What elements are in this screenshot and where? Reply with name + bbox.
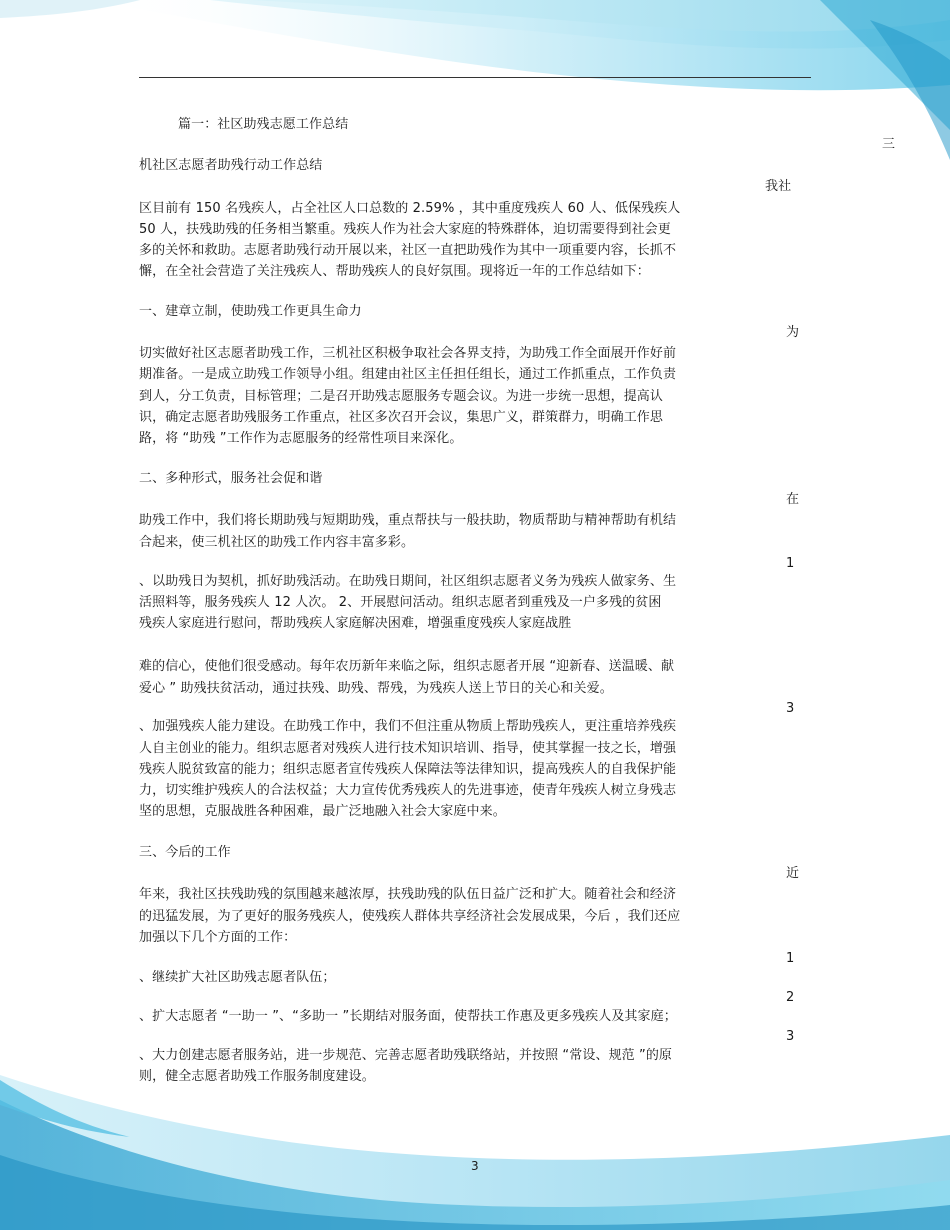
header-rule (139, 77, 811, 78)
body-line: 近 (786, 866, 800, 881)
body-line: 残疾人脱贫致富的能力；组织志愿者宣传残疾人保障法等法律知识，提高残疾人的自我保护能 (139, 762, 677, 777)
page-number: 3 (471, 1159, 479, 1173)
body-line: 、加强残疾人能力建设。在助残工作中，我们不但注重从物质上帮助残疾人，更注重培养残疾 (139, 719, 677, 734)
section-heading: 二、多种形式，服务社会促和谐 (139, 471, 323, 486)
footer-wave-decoration (0, 1075, 950, 1230)
body-line: 难的信心，使他们很受感动。每年农历新年来临之际，组织志愿者开展 “迎新春、送温暖、献 (139, 659, 675, 674)
body-line: 到人，分工负责，目标管理；二是召开助残志愿服务专题会议。为进一步统一思想，提高认 (139, 389, 664, 404)
body-line: 坚的思想，克服战胜各种困难，最广泛地融入社会大家庭中来。 (139, 804, 506, 819)
body-line: 活照料等，服务残疾人 12 人次。 2、开展慰问活动。组织志愿者到重残及一户多残的贫困 (139, 595, 662, 610)
body-line: 多的关怀和救助。志愿者助残行动开展以来，社区一直把助残作为其中一项重要内容，长抓不 (139, 243, 677, 258)
document-title: 篇一：社区助残志愿工作总结 (178, 117, 349, 132)
list-number: 1 (786, 951, 795, 966)
body-line: 识，确定志愿者助残服务工作重点，社区多次召开会议，集思广义，群策群力，明确工作思 (139, 410, 664, 425)
body-line: 的迅猛发展，为了更好的服务残疾人，使残疾人群体共享经济社会发展成果，今后 ，我们还应 (139, 909, 681, 924)
body-line: 人自主创业的能力。组织志愿者对残疾人进行技术知识培训、指导，使其掌握一技之长，增强 (139, 741, 677, 756)
body-line: 切实做好社区志愿者助残工作，三机社区积极争取社会各界支持，为助残工作全面展开作好前 (139, 346, 677, 361)
body-line: 懈，在全社会营造了关注残疾人、帮助残疾人的良好氛围。现将近一年的工作总结如下： (139, 264, 650, 279)
body-line: 合起来，使三机社区的助残工作内容丰富多彩。 (139, 535, 415, 550)
body-line: 为 (786, 325, 800, 340)
body-line: 则，健全志愿者助残工作服务制度建设。 (139, 1069, 375, 1084)
body-line: 助残工作中，我们将长期助残与短期助残，重点帮扶与一般扶助，物质帮助与精神帮助有机结 (139, 513, 677, 528)
list-number: 3 (786, 1029, 795, 1044)
body-line: 50 人，扶残助残的任务相当繁重。残疾人作为社会大家庭的特殊群体，迫切需要得到社会更 (139, 222, 671, 237)
header-wave-decoration (0, 0, 950, 160)
body-line: 区目前有 150 名残疾人，占全社区人口总数的 2.59% ，其中重度残疾人 60 人、低保残疾人 (139, 201, 681, 216)
body-line: 、扩大志愿者 “一助一 ”、“多助一 ”长期结对服务面，使帮扶工作惠及更多残疾人及其家庭； (139, 1009, 677, 1024)
body-line: 在 (786, 492, 800, 507)
body-line: 、大力创建志愿者服务站，进一步规范、完善志愿者助残联络站，并按照 “常设、规范 ”的原 (139, 1048, 673, 1063)
list-number: 1 (786, 556, 795, 571)
body-line: 机社区志愿者助残行动工作总结 (139, 158, 323, 173)
body-line: 残疾人家庭进行慰问，帮助残疾人家庭解决困难，增强重度残疾人家庭战胜 (139, 616, 572, 631)
margin-character: 三 (882, 137, 896, 152)
body-line: 、以助残日为契机，抓好助残活动。在助残日期间，社区组织志愿者义务为残疾人做家务、生 (139, 574, 677, 589)
body-line: 年来，我社区扶残助残的氛围越来越浓厚，扶残助残的队伍日益广泛和扩大。随着社会和经济 (139, 887, 677, 902)
section-heading: 三、今后的工作 (139, 845, 231, 860)
body-line: 、继续扩大社区助残志愿者队伍； (139, 970, 336, 985)
body-line: 期准备。一是成立助残工作领导小组。组建由社区主任担任组长，通过工作抓重点，工作负责 (139, 367, 677, 382)
list-number: 2 (786, 990, 795, 1005)
body-line: 爱心 ” 助残扶贫活动，通过扶残、助残、帮残，为残疾人送上节日的关心和关爱。 (139, 681, 613, 696)
section-heading: 一、建章立制，使助残工作更具生命力 (139, 304, 362, 319)
body-line: 路，将 “助残 ”工作作为志愿服务的经常性项目来深化。 (139, 431, 463, 446)
body-line: 我社 (765, 179, 792, 194)
body-line: 力，切实维护残疾人的合法权益；大力宣传优秀残疾人的先进事迹，使青年残疾人树立身残志 (139, 783, 677, 798)
list-number: 3 (786, 701, 795, 716)
body-line: 加强以下几个方面的工作： (139, 930, 297, 945)
